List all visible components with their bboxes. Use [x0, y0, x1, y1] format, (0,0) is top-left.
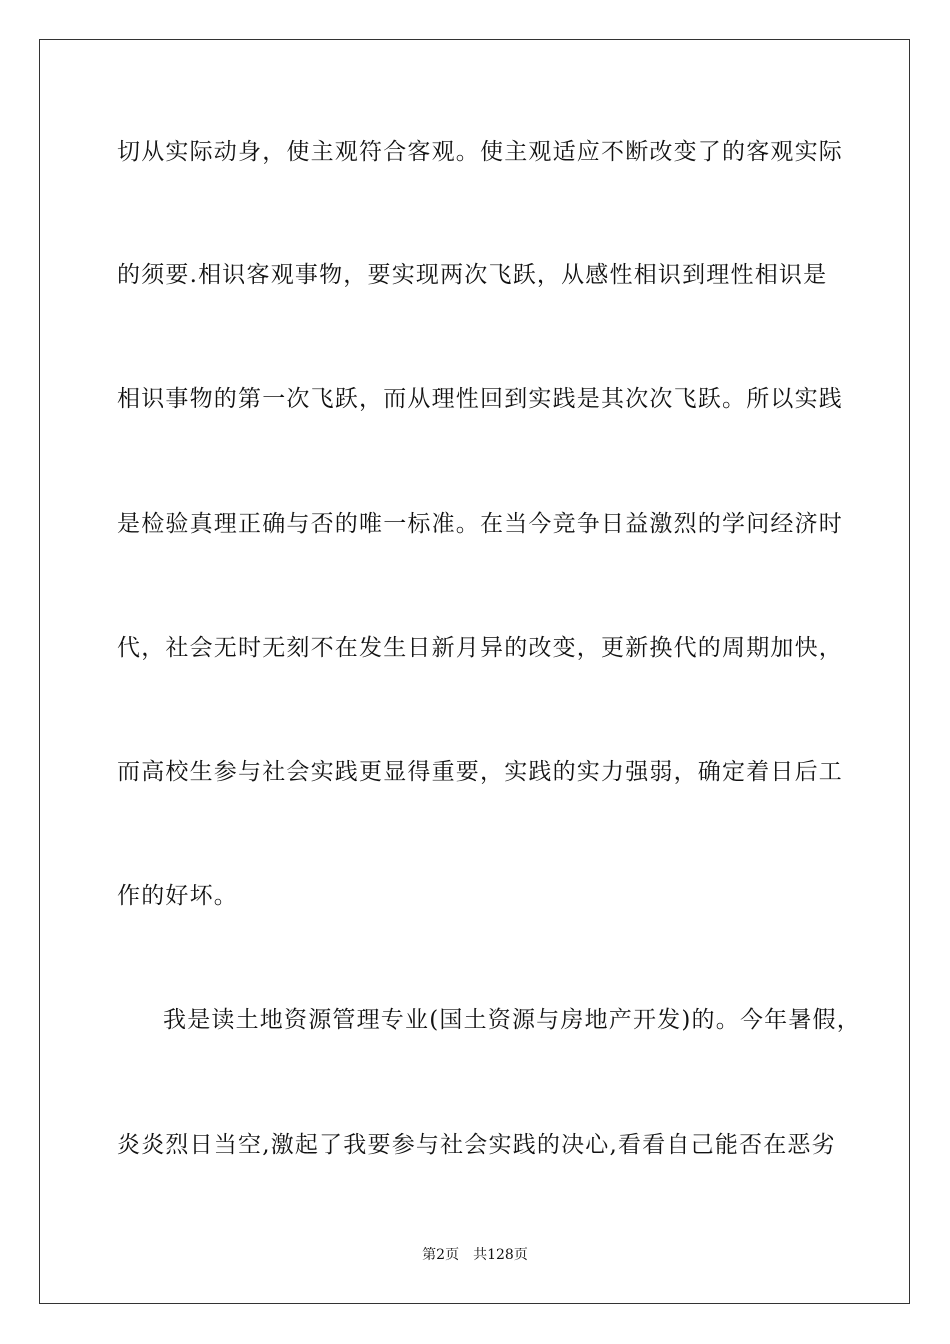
page-number: 第2页 [422, 1247, 460, 1263]
page-footer [0, 1246, 950, 1264]
text-line-3: 相识事物的第一次飞跃，而从理性回到实践是其次次飞跃。所以实践 [117, 386, 843, 412]
page-total: 共128页 [473, 1247, 528, 1263]
text-line-8: 我是读土地资源管理专业(国土资源与房地产开发)的。今年暑假， [163, 1007, 861, 1033]
text-line-1: 切从实际动身，使主观符合客观。使主观适应不断改变了的客观实际 [117, 139, 843, 165]
text-line-7: 作的好坏。 [117, 883, 238, 909]
text-line-4: 是检验真理正确与否的唯一标准。在当今竞争日益激烈的学问经济时 [117, 511, 843, 537]
page-border [39, 39, 910, 1304]
text-line-9: 炎炎烈日当空,激起了我要参与社会实践的决心,看看自己能否在恶劣 [117, 1132, 836, 1158]
text-line-5: 代，社会无时无刻不在发生日新月异的改变，更新换代的周期加快， [117, 635, 843, 661]
text-line-6: 而高校生参与社会实践更显得重要，实践的实力强弱，确定着日后工 [117, 759, 843, 785]
text-line-2: 的须要.相识客观事物，要实现两次飞跃，从感性相识到理性相识是 [117, 262, 828, 288]
